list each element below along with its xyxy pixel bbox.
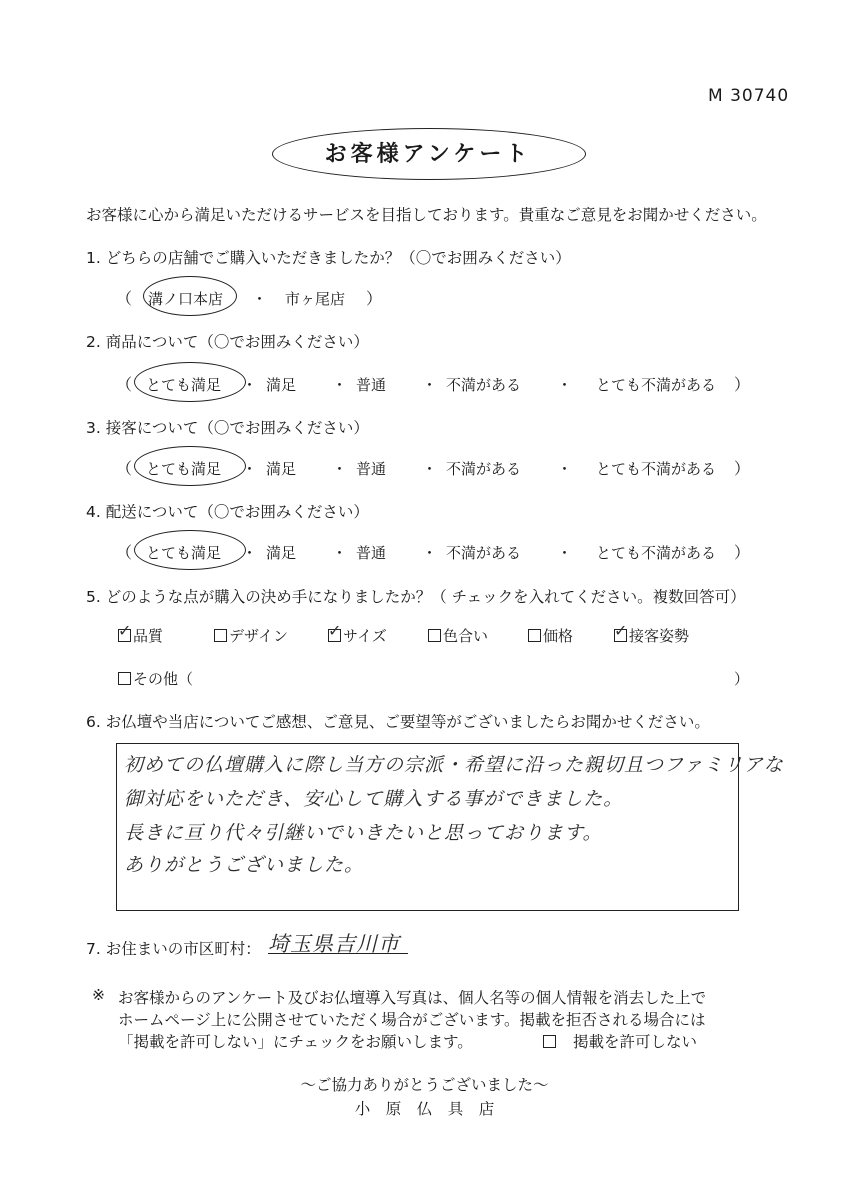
checkbox[interactable] [214,629,227,642]
q2-option-4[interactable]: とても不満がある [596,376,717,394]
q5-option-design[interactable]: デザイン [214,625,288,646]
q5-option-price[interactable]: 価格 [528,625,573,646]
footer-thanks: 〜ご協力ありがとうございました〜 [300,1076,549,1094]
intro-text: お客様に心から満足いただけるサービスを目指しております。貴重なご意見をお聞かせください。 [86,206,767,224]
q2-option-2[interactable]: 普通 [356,376,387,394]
q5-option-quality[interactable]: ✓ 品質 [118,621,164,645]
question-2: 2. 商品について（〇でお囲みください） [86,333,369,351]
q2-separator: ・ [557,376,573,394]
checkbox[interactable] [328,621,342,642]
q2-close-paren: ） [734,375,751,394]
q3-option-0[interactable]: とても満足 [146,460,222,478]
check-icon: ✓ [118,621,132,640]
q2-open-paren: （ [116,375,133,394]
q4-separator: ・ [332,544,348,562]
q3-option-2[interactable]: 普通 [356,460,387,478]
q4-selection-circle [134,530,246,570]
q4-separator: ・ [422,544,438,562]
comment-line-3: 長きに亘り代々引継いでいきたいと思っております。 [124,822,603,844]
q3-separator: ・ [422,460,438,478]
q3-selection-circle [134,446,246,486]
question-1: 1. どちらの店舗でご購入いただきましたか？（〇でお囲みください） [86,249,571,267]
comment-line-2: 御対応をいただき、安心して購入する事ができました。 [124,788,624,810]
checkbox[interactable] [118,672,131,685]
q4-close-paren: ） [734,543,751,562]
address-answer: 埼玉県吉川市 [268,932,400,956]
q4-open-paren: （ [116,543,133,562]
q4-option-2[interactable]: 普通 [356,544,387,562]
comment-line-4: ありがとうございました。 [124,854,365,876]
q3-option-1[interactable]: 満足 [266,460,297,478]
q3-open-paren: （ [116,459,133,478]
document-id: M 30740 [708,86,790,106]
q4-option-4[interactable]: とても不満がある [596,544,717,562]
notice-line-1: お客様からのアンケート及びお仏壇導入写真は、個人名等の個人情報を消去した上で [118,989,707,1007]
q1-close-paren: ） [366,289,383,308]
q3-option-4[interactable]: とても不満がある [596,460,717,478]
checkbox[interactable] [118,621,132,642]
check-icon: ✓ [614,621,628,640]
q2-option-1[interactable]: 満足 [266,376,297,394]
notice-mark: ※ [92,986,105,1004]
q2-option-3[interactable]: 不満がある [446,376,522,394]
checkbox[interactable] [428,629,441,642]
notice-line-3: 「掲載を許可しない」にチェックをお願いします。 [118,1033,473,1051]
question-5: 5. どのような点が購入の決め手になりましたか？（ チェックを入れてください。複数回答可） [86,588,746,606]
q4-option-0[interactable]: とても満足 [146,544,222,562]
q2-separator: ・ [422,376,438,394]
page-title: お客様アンケート [324,142,532,167]
q3-separator: ・ [557,460,573,478]
q4-option-1[interactable]: 満足 [266,544,297,562]
q2-separator: ・ [242,376,258,394]
q1-separator: ・ [252,290,268,308]
q5-option-size[interactable]: ✓ サイズ [328,621,387,645]
publish-refusal-checkbox[interactable] [543,1035,556,1048]
q4-separator: ・ [242,544,258,562]
q5-option-color[interactable]: 色合い [428,625,488,646]
q1-option-ichigao[interactable]: 市ヶ尾店 [285,290,346,308]
q3-separator: ・ [332,460,348,478]
notice-line-2: ホームページ上に公開させていただく場合がございます。掲載を拒否される場合には [118,1011,706,1029]
q5-option-service[interactable]: ✓ 接客姿勢 [614,621,690,645]
q2-option-0[interactable]: とても満足 [146,376,222,394]
address-underline [268,953,408,954]
q4-separator: ・ [557,544,573,562]
q1-open-paren: （ [116,289,133,308]
publish-refusal-option[interactable]: 掲載を許可しない [543,1030,697,1052]
question-7: 7. お住まいの市区町村： [86,940,261,958]
checkbox[interactable] [528,629,541,642]
question-4: 4. 配送について（〇でお囲みください） [86,503,369,521]
q5-other-close-paren: ） [734,670,750,688]
q3-close-paren: ） [734,459,751,478]
q1-option-mizonokuchi[interactable]: 溝ノ口本店 [148,290,224,308]
q4-option-3[interactable]: 不満がある [446,544,522,562]
comment-line-1: 初めての仏壇購入に際し当方の宗派・希望に沿った親切且つファミリアな [124,754,784,776]
q5-option-other[interactable]: その他（ [118,668,193,689]
q3-separator: ・ [242,460,258,478]
checkbox[interactable] [614,621,628,642]
q2-selection-circle [134,362,246,402]
q2-separator: ・ [332,376,348,394]
question-3: 3. 接客について（〇でお囲みください） [86,419,369,437]
check-icon: ✓ [328,621,342,640]
question-6: 6. お仏壇や当店についてご感想、ご意見、ご要望等がございましたらお聞かせください。 [86,713,710,731]
q3-option-3[interactable]: 不満がある [446,460,522,478]
shop-name: 小 原 仏 具 店 [354,1100,495,1118]
